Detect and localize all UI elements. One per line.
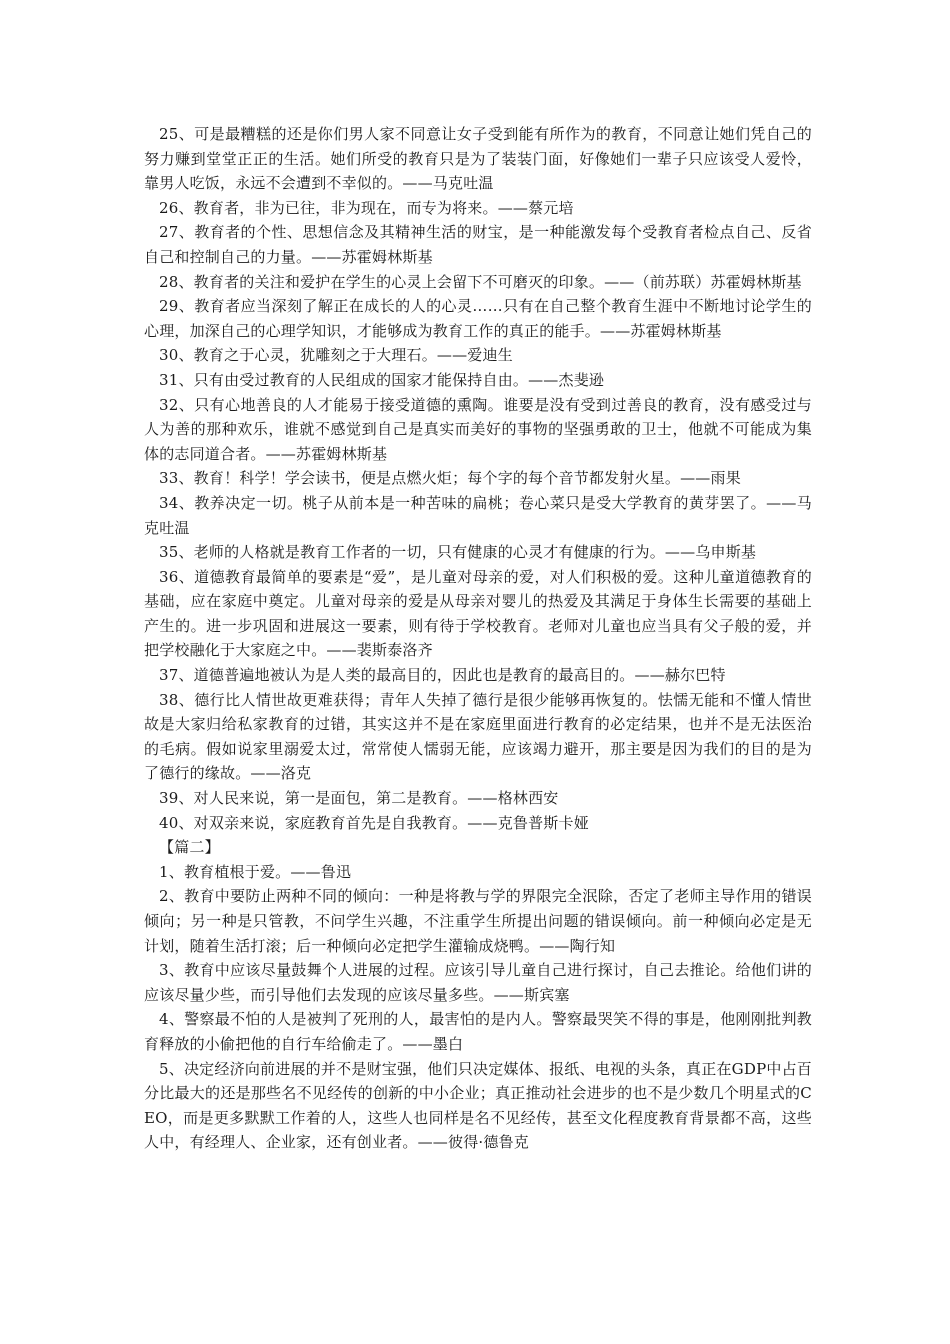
paragraph-quote-35: 35、老师的人格就是教育工作者的一切，只有健康的心灵才有健康的行为。——乌申斯基 xyxy=(159,543,757,562)
section-heading: 【篇二】 xyxy=(159,838,220,857)
paragraph-quote-37: 37、道德普遍地被认为是人类的最高目的，因此也是教育的最高目的。——赫尔巴特 xyxy=(159,666,726,685)
paragraph-quote-2-5: 5、决定经济向前进展的并不是财宝强，他们只决定媒体、报纸、电视的头条，真正在GDP中占百分比最大的还是那些名不见经传的创新的中小企业；真正推动社会进步的也不是少数几个明星式的CEO，而是更多默默工作着的人，这些人也同样是名不见经传，甚至文化程度教育背景都不高，这些人中，有经理人、企业家，还有创业者。——彼得·德鲁克 xyxy=(144,1059,812,1152)
paragraph-quote-2-1: 1、教育植根于爱。——鲁迅 xyxy=(159,862,352,881)
paragraph-quote-28: 28、教育者的关注和爱护在学生的心灵上会留下不可磨灭的印象。——（前苏联）苏霍姆林斯基 xyxy=(159,272,802,291)
paragraph-quote-25: 25、可是最糟糕的还是你们男人家不同意让女子受到能有所作为的教育，不同意让她们凭自己的努力赚到堂堂正正的生活。她们所受的教育只是为了装装门面，好像她们一辈子只应该受人爱怜，靠男人吃饭，永远不会遭到不幸似的。——马克吐温 xyxy=(144,125,812,193)
paragraph-quote-30: 30、教育之于心灵，犹雕刻之于大理石。——爱迪生 xyxy=(159,346,513,365)
paragraph-quote-39: 39、对人民来说，第一是面包，第二是教育。——格林西安 xyxy=(159,789,559,808)
paragraph-quote-33: 33、教育！科学！学会读书，便是点燃火炬；每个字的每个音节都发射火星。——雨果 xyxy=(159,469,741,488)
paragraph-quote-29: 29、教育者应当深刻了解正在成长的人的心灵……只有在自己整个教育生涯中不断地讨论学生的心理，加深自己的心理学知识，才能够成为教育工作的真正的能手。——苏霍姆林斯基 xyxy=(144,297,812,340)
paragraph-quote-26: 26、教育者，非为已往，非为现在，而专为将来。——蔡元培 xyxy=(159,198,574,217)
paragraph-quote-36: 36、道德教育最简单的要素是“爱”，是儿童对母亲的爱，对人们积极的爱。这种儿童道德教育的基础，应在家庭中奠定。儿童对母亲的爱是从母亲对婴儿的热爱及其满足于身体生长需要的基础上产生的。进一步巩固和进展这一要素，则有待于学校教育。老师对儿童也应当具有父子般的爱，并把学校融化于大家庭之中。——裴斯泰洛齐 xyxy=(144,567,812,660)
paragraph-quote-38: 38、德行比人情世故更难获得；青年人失掉了德行是很少能够再恢复的。怯懦无能和不懂人情世故是大家归给私家教育的过错，其实这并不是在家庭里面进行教育的必定结果，也并不是无法医治的毛病。假如说家里溺爱太过，常常使人懦弱无能，应该竭力避开，那主要是因为我们的目的是为了德行的缘故。——洛克 xyxy=(144,690,812,783)
paragraph-quote-27: 27、教育者的个性、思想信念及其精神生活的财宝，是一种能激发每个受教育者检点自己、反省自己和控制自己的力量。——苏霍姆林斯基 xyxy=(144,223,812,266)
paragraph-quote-2-4: 4、警察最不怕的人是被判了死刑的人，最害怕的是内人。警察最哭笑不得的事是，他刚刚批判教育释放的小偷把他的自行车给偷走了。——墨白 xyxy=(144,1010,812,1053)
paragraph-quote-34: 34、教养决定一切。桃子从前本是一种苦味的扁桃；卷心菜只是受大学教育的黄芽罢了。——马克吐温 xyxy=(144,493,812,537)
document-body xyxy=(144,122,812,1155)
paragraph-quote-31: 31、只有由受过教育的人民组成的国家才能保持自由。——杰斐逊 xyxy=(159,370,605,389)
paragraph-quote-2-3: 3、教育中应该尽量鼓舞个人进展的过程。应该引导儿童自己进行探讨，自己去推论。给他们讲的应该尽量少些，而引导他们去发现的应该尽量多些。——斯宾塞 xyxy=(144,961,812,1004)
paragraph-quote-40: 40、对双亲来说，家庭教育首先是自我教育。——克鲁普斯卡娅 xyxy=(159,813,589,832)
paragraph-quote-2-2: 2、教育中要防止两种不同的倾向：一种是将教与学的界限完全泯除，否定了老师主导作用的错误倾向；另一种是只管教，不问学生兴趣，不注重学生所提出问题的错误倾向。前一种倾向必定是无计划，随着生活打滚；后一种倾向必定把学生灌输成烧鸭。——陶行知 xyxy=(144,887,812,955)
paragraph-quote-32: 32、只有心地善良的人才能易于接受道德的熏陶。谁要是没有受到过善良的教育，没有感受过与人为善的那种欢乐，谁就不感觉到自己是真实而美好的事物的坚强勇敢的卫士，他就不可能成为集体的志同道合者。——苏霍姆林斯基 xyxy=(144,395,812,463)
